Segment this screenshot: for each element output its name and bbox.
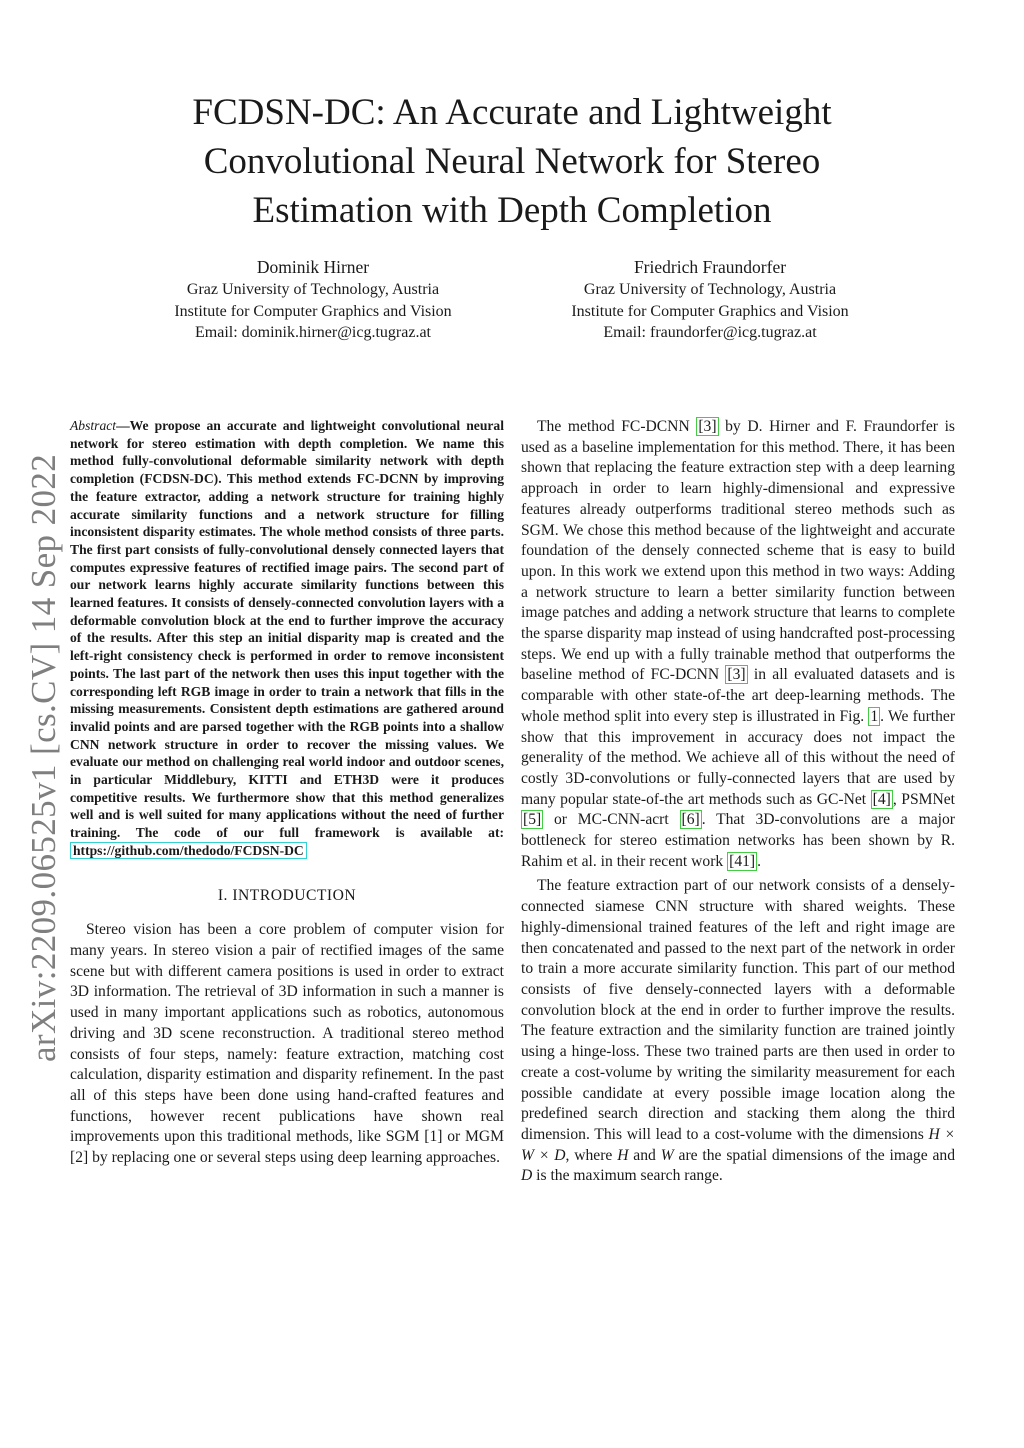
- title-line-3: Estimation with Depth Completion: [252, 190, 772, 231]
- text-run: .: [757, 852, 762, 870]
- figure-link[interactable]: 1: [870, 707, 879, 725]
- math-h: H: [617, 1146, 629, 1164]
- math-dims: H × W × D: [521, 1125, 956, 1164]
- paper-title: [60, 88, 964, 235]
- right-column: [521, 417, 955, 1187]
- citation-link[interactable]: [5]: [523, 811, 542, 829]
- left-column: [70, 417, 504, 1169]
- author-name: Friedrich Fraundorfer: [633, 257, 787, 277]
- citation-link[interactable]: [6]: [681, 811, 700, 829]
- abstract-label: Abstract: [70, 418, 117, 433]
- author-affiliation: Graz University of Technology, Austria: [186, 281, 440, 298]
- text-run: , PSMNet: [892, 790, 956, 808]
- author-block-2: [540, 255, 880, 344]
- math-d: D: [521, 1167, 533, 1185]
- abstract: [70, 417, 504, 860]
- abstract-text: —We propose an accurate and lightweight convolutional neural network for stereo estimation with depth completion. We name this method fully-convolutional deformable similarity network with depth completion (FCDSN-DC). This method extends FC-DCNN by improving the feature extractor, adding a network structure for training highly accurate similarity functions and a network structure for filling inconsistent disparity estimates. The whole method consists of three parts. The first part consists of fully-convolutional densely connected layers that computes expressive features of rectified image pairs. The second part of our network learns highly accurate similarity functions between this learned features. It consists of densely-connected convolution layers with a deformable convolution block at the end to further improve the accuracy of the results. After this step an initial disparity map is created and the left-right consistency check is performed in order to remove inconsistent points. The last part of the network then uses this input together with the corresponding left RGB image in order to train a network that fills in the missing measurements. Consistent depth estimations are gathered around invalid points and are parsed together with the RGB points into a shallow CNN network structure in order to recover the missing values. We evaluate our method on challenging real world indoor and outdoor scenes, in particular Middlebury, KITTI and ETH3D were it produces competitive results. We furthermore show that this method generalizes well and is well suited for many applications without the need of further training. The code of our full framework is available at:: [70, 418, 504, 841]
- section-heading: I. INTRODUCTION: [217, 886, 357, 904]
- citation-link[interactable]: [41]: [729, 852, 756, 870]
- text-run: . That 3D-convolutions are a major bottleneck for stereo estimation networks has been shown by R. Rahim et al. in their recent work: [521, 811, 955, 870]
- text-run: The feature extraction part of our network consists of a densely-connected siamese CNN structure with shared weights. These highly-dimensional trained features of the left and right image are then concatenated and passed to the next part of the network in order to train a more accurate similarity function. This part of our method consists of five densely-connected layers with a deformable convolution block at the end in order to further improve the results. The feature extraction and the similarity function are trained jointly using a hinge-loss. These two trained parts are then used in order to create a cost-volume by writing the similarity measurement for each possible candidate at every possible image location along the predefined search direction and stacking them along the third dimension. This will lead to a cost-volume with the dimensions: [521, 877, 955, 1143]
- text-run: or MC-CNN-acrt: [543, 811, 680, 829]
- author-institute: Institute for Computer Graphics and Vision: [571, 302, 849, 320]
- text-run: , where: [565, 1146, 618, 1164]
- math-w: W: [660, 1146, 674, 1164]
- title-line-2: Convolutional Neural Network for Stereo: [203, 141, 821, 182]
- text-run: is the maximum search range.: [532, 1167, 723, 1185]
- text-run: are the spatial dimensions of the image and: [673, 1146, 955, 1164]
- code-link[interactable]: https://github.com/thedodo/FCDSN-DC: [70, 842, 307, 859]
- author-institute: Institute for Computer Graphics and Vision: [174, 302, 452, 320]
- text-run: in all evaluated datasets and is comparable with other state-of-the art deep-learning methods. The whole method split into every step is illustrated in Fig.: [521, 666, 956, 725]
- author-email: Email: fraundorfer@icg.tugraz.at: [603, 324, 817, 341]
- citation-link[interactable]: [3]: [698, 418, 717, 435]
- intro-paragraph-3: [521, 876, 955, 1187]
- arxiv-watermark: arXiv:2209.06525v1 [cs.CV] 14 Sep 2022: [24, 453, 63, 1062]
- citation-link[interactable]: [4]: [872, 790, 891, 808]
- text-run: The method FC-DCNN: [537, 418, 697, 435]
- author-name: Dominik Hirner: [256, 257, 370, 277]
- intro-paragraph-2: [521, 417, 955, 872]
- text-run: by D. Hirner and F. Fraundorfer is used as a baseline implementation for this method. There, it has been shown that replacing the feature extraction step with a deep learning approach in order to learn highly-dimensional and expressive features already outperforms traditional stereo methods such as SGM. We chose this method because of the lightweight and accurate foundation of the densely connected scheme that is easy to build upon. In this work we extend upon this method in two ways: Adding a network structure to learn a better similarity function between image patches and adding a network structure that learns to complete the sparse disparity map instead of using handcrafted post-processing steps. We end up with a fully trainable method that outperforms the baseline method of FC-DCNN: [521, 418, 955, 684]
- text-run: and: [628, 1146, 661, 1164]
- author-email: Email: dominik.hirner@icg.tugraz.at: [195, 324, 431, 341]
- citation-link[interactable]: [3]: [727, 666, 746, 684]
- author-affiliation: Graz University of Technology, Austria: [583, 281, 837, 298]
- title-line-1: FCDSN-DC: An Accurate and Lightweight: [192, 92, 832, 133]
- author-block-1: [143, 255, 483, 344]
- text-run: . We further show that this improvement in accuracy does not impact the generality of the method. We achieve all of this without the need of costly 3D-convolutions or fully-connected layers that are used by many popular state-of-the art methods such as GC-Net: [521, 707, 956, 808]
- intro-paragraph-1: Stereo vision has been a core problem of computer vision for many years. In stereo vision a pair of rectified images of the same scene but with different camera positions is used in order to extract 3D information. The retrieval of 3D information in such a manner is used in many important applications such as robotics, autonomous driving and 3D scene reconstruction. A traditional stereo method consists of four steps, namely: feature extraction, matching cost calculation, disparity estimation and disparity refinement. In the past all of this steps have been done using hand-crafted features and functions, however recent publications have shown real improvements upon this traditional methods, like SGM [1] or MGM [2] by replacing one or several steps using deep learning approaches.: [70, 921, 504, 1167]
